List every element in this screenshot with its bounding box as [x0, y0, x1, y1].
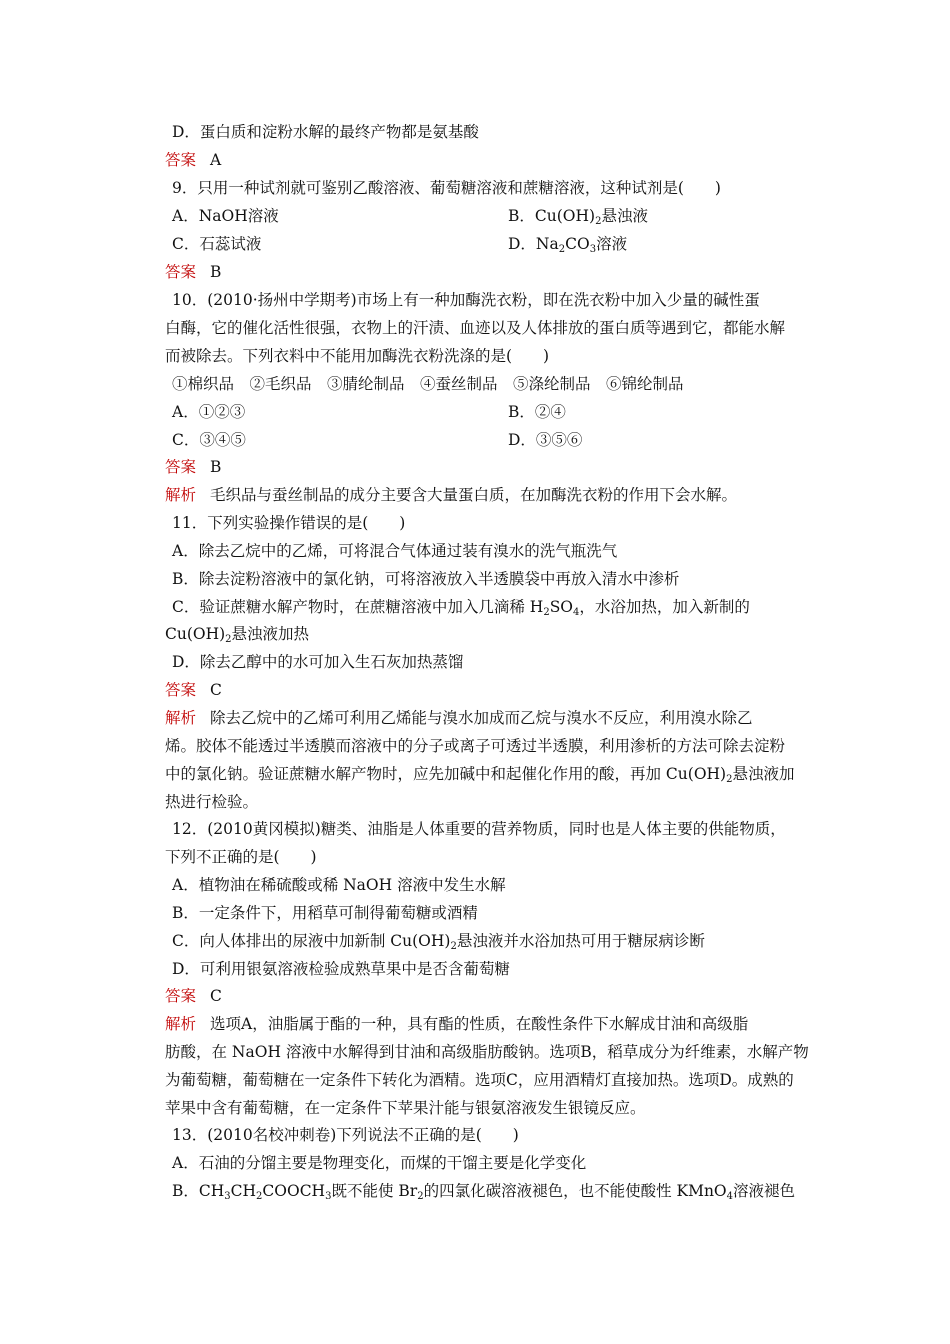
q11-option-c-line2: $Cu(OH)_2$悬浊液加热	[165, 625, 310, 645]
q10-stem-line1: 10．(2010·扬州中学期考)市场上有一种加酶洗衣粉，即在洗衣粉中加入少量的碱性蛋	[172, 291, 760, 309]
q12-explanation-line4: 苹果中含有葡萄糖，在一定条件下苹果汁能与银氨溶液发生银镜反应。	[165, 1099, 646, 1117]
answer-value: A	[210, 151, 222, 169]
q13-option-b: B．$CH_3CH_2COOCH_3$既不能使 $Br_2$的四氯化碳溶液褪色，也不能使酸性 KMnO$_4$溶液褪色	[172, 1182, 796, 1202]
answer-label: 答案	[165, 263, 197, 281]
q9-option-c: C．石蕊试液	[172, 235, 262, 253]
answer-label: 答案	[165, 681, 197, 699]
q12-explanation-line2: 肪酸，在 NaOH 溶液中水解得到甘油和高级脂肪酸钠。选项B，稻草成分为纤维素，水解产物	[165, 1043, 809, 1061]
q10-items: ①棉织品 ②毛织品 ③腈纶制品 ④蚕丝制品 ⑤涤纶制品 ⑥锦纶制品	[172, 375, 684, 393]
q10-option-a: A．①②③	[172, 403, 246, 421]
q10-option-b: B．②④	[508, 403, 566, 421]
q10-answer	[165, 456, 221, 478]
q11-option-c-line1: C．验证蔗糖水解产物时，在蔗糖溶液中加入几滴稀 $H_2SO_4$，水浴加热，加入新制的	[172, 598, 750, 618]
q10-option-d: D．③⑤⑥	[508, 431, 583, 449]
q10-stem-line2: 白酶，它的催化活性很强，衣物上的汗渍、血迹以及人体排放的蛋白质等遇到它，都能水解	[165, 319, 786, 337]
q8-option-d: D．蛋白质和淀粉水解的最终产物都是氨基酸	[172, 123, 479, 141]
q11-explanation-line3: 中的氯化钠。验证蔗糖水解产物时，应先加碱中和起催化作用的酸，再加 $Cu(OH)_2$悬浊液加	[165, 765, 795, 785]
q12-stem-line2: 下列不正确的是( )	[165, 848, 317, 866]
q10-option-c: C．③④⑤	[172, 431, 246, 449]
q11-answer	[165, 679, 222, 701]
q9-stem: 9．只用一种试剂就可鉴别乙酸溶液、葡萄糖溶液和蔗糖溶液，这种试剂是( )	[172, 179, 721, 197]
q12-option-c: C．向人体排出的尿液中加新制 $Cu(OH)_2$悬浊液并水浴加热可用于糖尿病诊断	[172, 932, 705, 952]
q10-stem-line3: 而被除去。下列衣料中不能用加酶洗衣粉洗涤的是( )	[165, 347, 550, 365]
q9-option-d: D．$Na_2CO_3$溶液	[508, 235, 628, 255]
q12-explanation-line1: 解析 选项A，油脂属于酯的一种，具有酯的性质，在酸性条件下水解成甘油和高级脂	[165, 1015, 749, 1033]
q11-option-b: B．除去淀粉溶液中的氯化钠，可将溶液放入半透膜袋中再放入清水中渗析	[172, 570, 680, 588]
q9-answer	[165, 261, 221, 283]
answer-label: 答案	[165, 458, 197, 476]
q11-explanation-line4: 热进行检验。	[165, 793, 259, 811]
answer-value: B	[210, 458, 222, 476]
explanation-label: 解析	[165, 709, 197, 727]
answer-value: C	[210, 681, 222, 699]
q12-option-b: B．一定条件下，用稻草可制得葡萄糖或酒精	[172, 904, 478, 922]
q11-option-d: D．除去乙醇中的水可加入生石灰加热蒸馏	[172, 653, 464, 671]
answer-value: C	[210, 987, 222, 1005]
q8-answer	[165, 149, 221, 171]
q13-stem: 13．(2010名校冲刺卷)下列说法不正确的是( )	[172, 1126, 519, 1144]
explanation-label: 解析	[165, 1015, 197, 1033]
q11-explanation-line2: 烯。胶体不能透过半透膜而溶液中的分子或离子可透过半透膜，利用渗析的方法可除去淀粉	[165, 737, 786, 755]
q9-option-a: A．NaOH溶液	[172, 207, 279, 225]
q12-option-d: D．可利用银氨溶液检验成熟草果中是否含葡萄糖	[172, 960, 510, 978]
q11-explanation-line1: 解析 除去乙烷中的乙烯可利用乙烯能与溴水加成而乙烷与溴水不反应，利用溴水除乙	[165, 709, 753, 727]
q12-stem-line1: 12．(2010黄冈模拟)糖类、油脂是人体重要的营养物质，同时也是人体主要的供能物质，	[172, 820, 786, 838]
answer-label: 答案	[165, 987, 197, 1005]
q12-answer	[165, 985, 222, 1007]
q10-explanation: 解析 毛织品与蚕丝制品的成分主要含大量蛋白质，在加酶洗衣粉的作用下会水解。	[165, 486, 738, 504]
q11-option-a: A．除去乙烷中的乙烯，可将混合气体通过装有溴水的洗气瓶洗气	[172, 542, 618, 560]
explanation-label: 解析	[165, 486, 197, 504]
q12-option-a: A．植物油在稀硫酸或稀 NaOH 溶液中发生水解	[172, 876, 506, 894]
q12-explanation-line3: 为葡萄糖，葡萄糖在一定条件下转化为酒精。选项C，应用酒精灯直接加热。选项D。成熟的	[165, 1071, 794, 1089]
q11-stem: 11．下列实验操作错误的是( )	[172, 514, 406, 532]
q13-option-a: A．石油的分馏主要是物理变化，而煤的干馏主要是化学变化	[172, 1154, 587, 1172]
answer-label: 答案	[165, 151, 197, 169]
q9-option-b: B．$Cu(OH)_2$悬浊液	[508, 207, 648, 227]
answer-value: B	[210, 263, 222, 281]
